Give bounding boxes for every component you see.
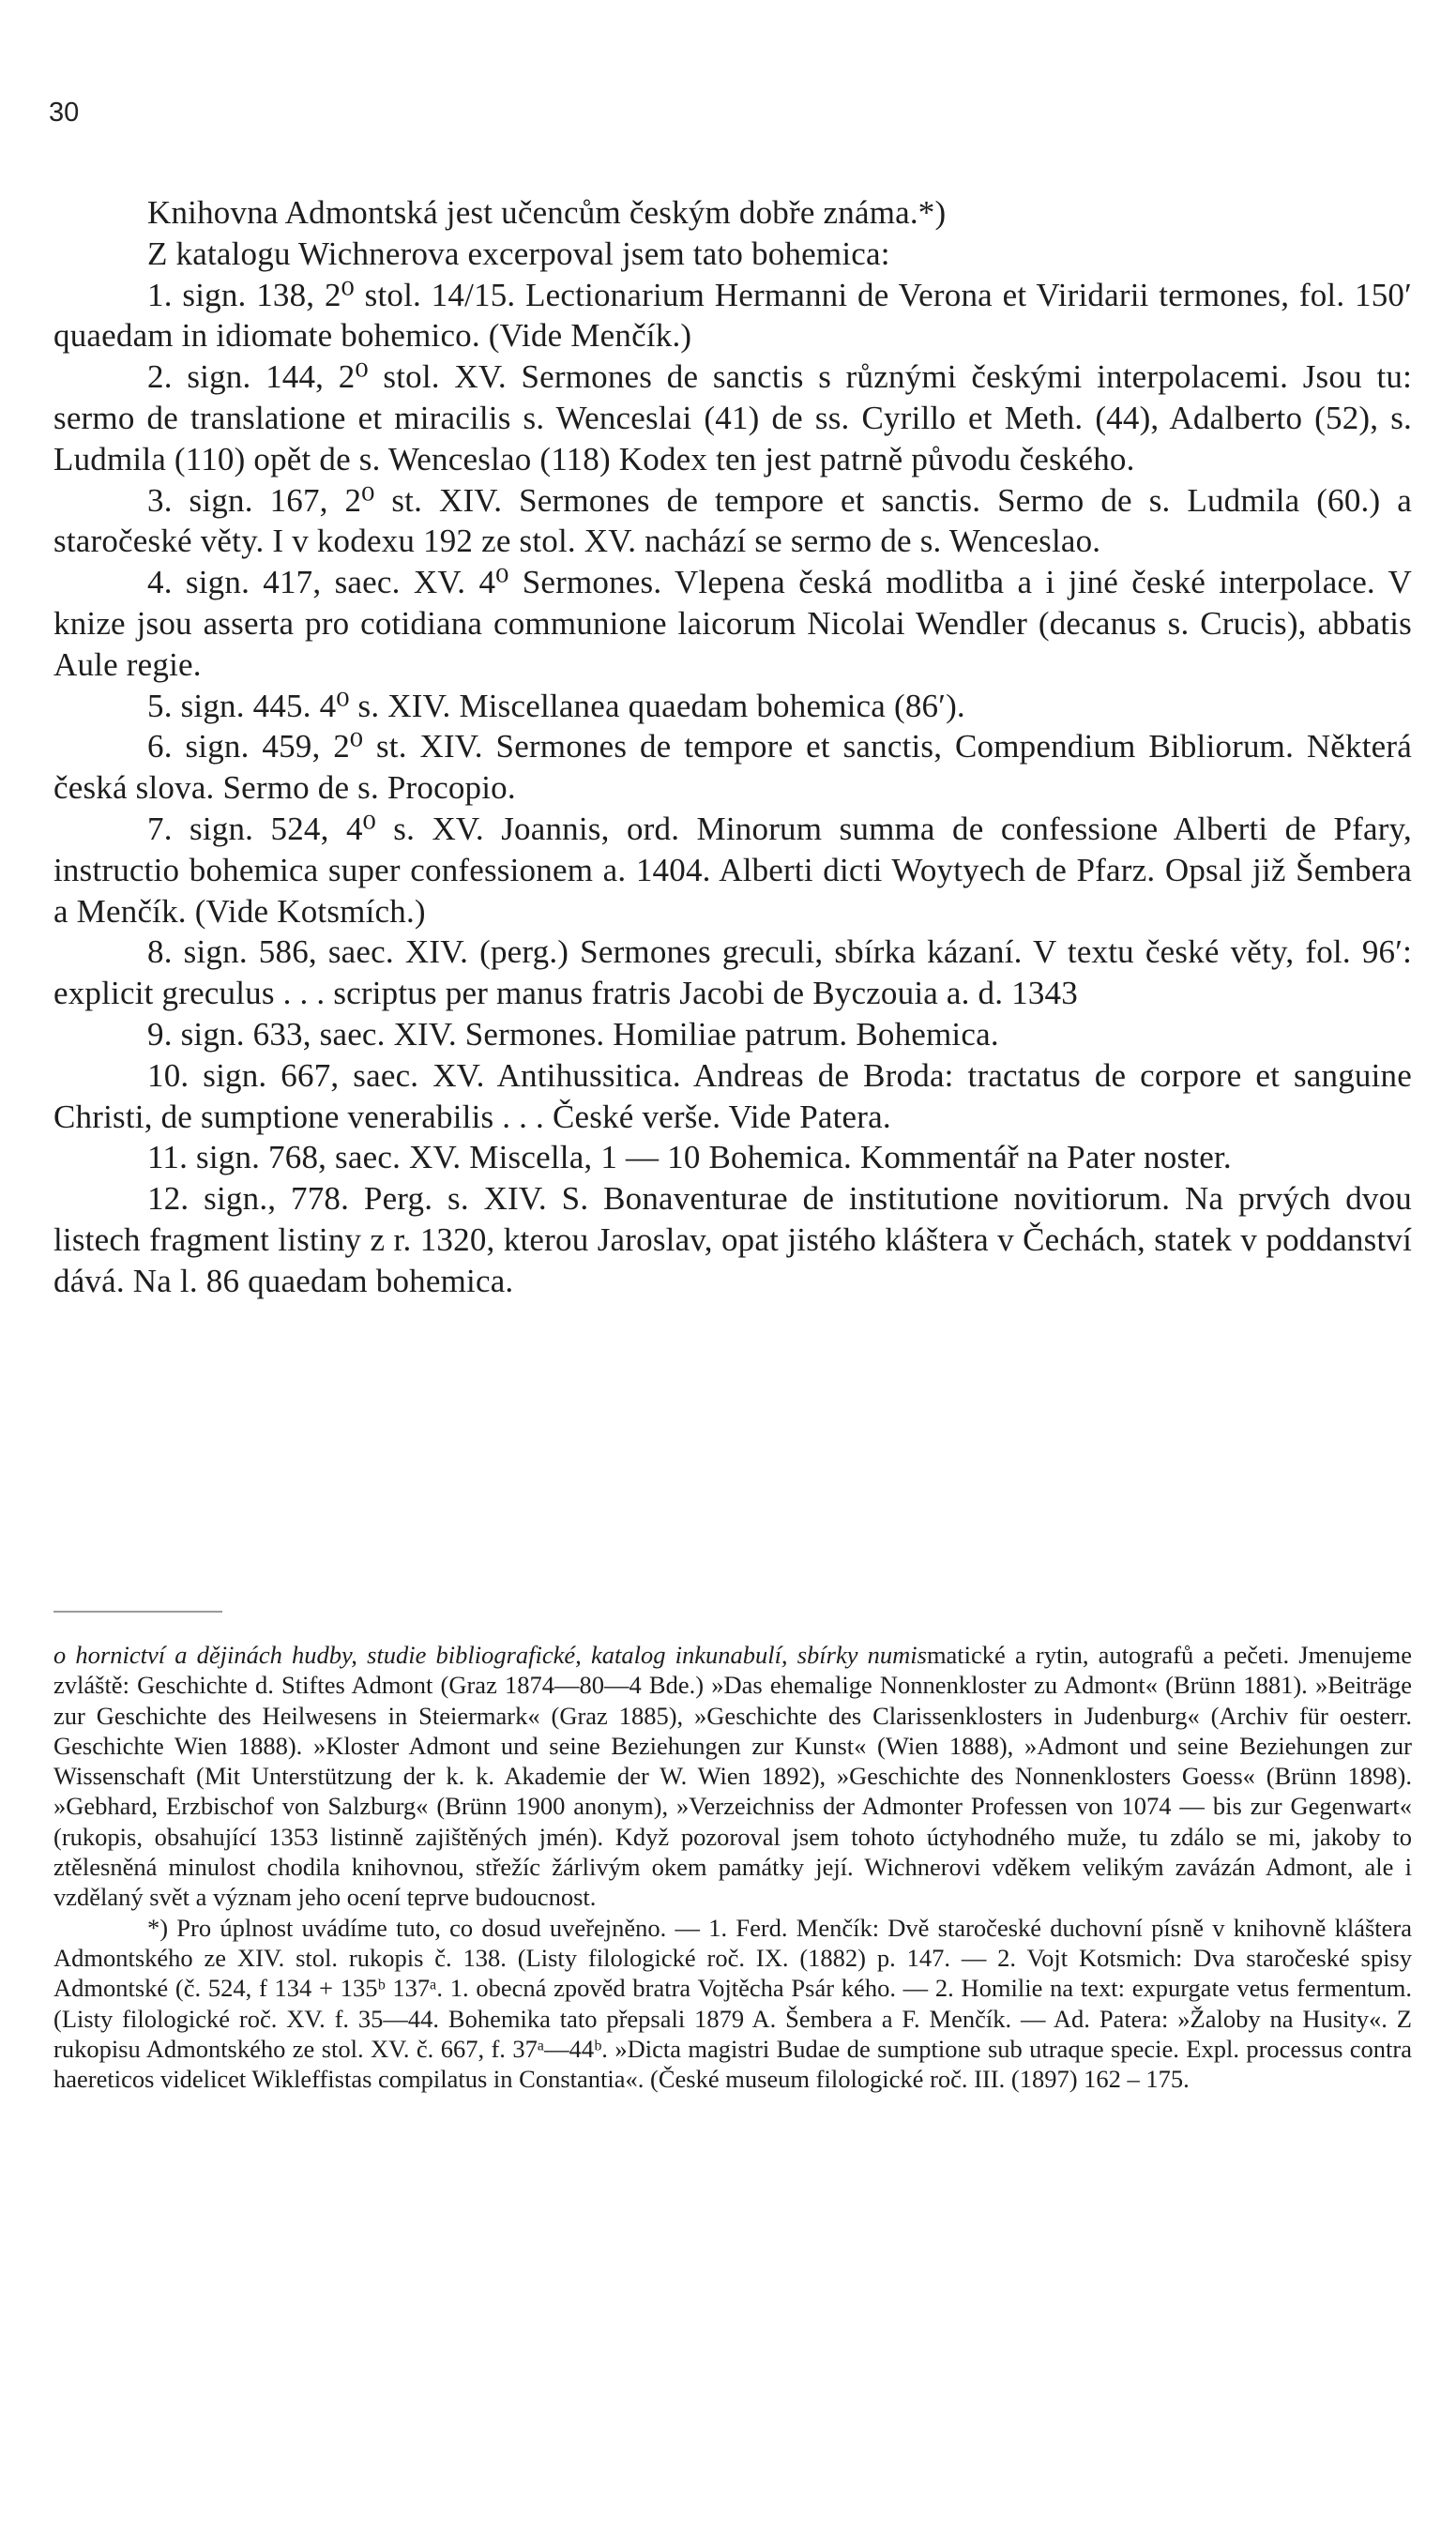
catalog-item: 10. sign. 667, saec. XV. Antihussitica. Andreas de Broda: tractatus de corpore et sanguine Christi, de sumptione venerabilis . . . České verše. Vide Patera. xyxy=(53,1056,1412,1135)
footnote-italic-fragment: o hornictví a dějinách hudby, studie bibliografické, katalog inkunabulí, sbírky numis xyxy=(53,1641,927,1669)
catalog-item: 2. sign. 144, 2⁰ stol. XV. Sermones de sanctis s různými českými interpolacemi. Jsou tu: sermo de translatione et miracilis s. Wenceslai (41) de ss. Cyrillo et Meth. (44), Adalberto (52), s. Ludmila (110) opět de s. Wenceslao (118) Kodex ten jest patrně původu českého. xyxy=(53,358,1412,477)
main-text xyxy=(53,192,1412,1302)
footnotes xyxy=(53,1640,1412,2094)
catalog-item: 9. sign. 633, saec. XIV. Sermones. Homiliae patrum. Bohemica. xyxy=(147,1015,999,1053)
catalog-item: 3. sign. 167, 2⁰ st. XIV. Sermones de tempore et sanctis. Sermo de s. Ludmila (60.) a staročeské věty. I v kodexu 192 ze stol. XV. nachází se sermo de s. Wenceslao. xyxy=(53,481,1412,560)
footnote-separator xyxy=(53,1611,222,1613)
catalog-item: 12. sign., 778. Perg. s. XIV. S. Bonaventurae de institutione novitiorum. Na prvých dvou listech fragment listiny z r. 1320, kterou Jaroslav, opat jistého kláštera v Čechách, statek v poddanství dává. Na l. 86 quaedam bohemica. xyxy=(53,1180,1412,1299)
footnote-star: *) Pro úplnost uvádíme tuto, co dosud uveřejněno. — 1. Ferd. Menčík: Dvě staročeské duchovní písně v knihovně kláštera Admontského ze XIV. stol. rukopis č. 138. (Listy filologické roč. IX. (1882) p. 147. — 2. Vojt Kotsmich: Dva staročeské spisy Admontské (č. 524, f 134 + 135ᵇ 137ᵃ. 1. obecná zpověd bratra Vojtěcha Psár kého. — 2. Homilie na text: expurgate vetus fermentum. (Listy filologické roč. XV. f. 35—44. Bohemika tato přepsali 1879 A. Šembera a F. Menčík. — Ad. Patera: »Žaloby na Husity«. Z rukopisu Admontského ze stol. XV. č. 667, f. 37ᵃ—44ᵇ. »Dicta magistri Budae de sumptione sub utraque specie. Expl. processus contra haereticos videlicet Wikleffistas compilatus in Constantia«. (České museum filologické roč. III. (1897) 162 – 175. xyxy=(53,1913,1412,2094)
catalog-item: 8. sign. 586, saec. XIV. (perg.) Sermones greculi, sbírka kázaní. V textu české věty, fol. 96′: explicit greculus . . . scriptus per manus fratris Jacobi de Byczouia a. d. 1343 xyxy=(53,933,1412,1012)
catalog-item: 7. sign. 524, 4⁰ s. XV. Joannis, ord. Minorum summa de confessione Alberti de Pfary, instructio bohemica super confessionem a. 1404. Alberti dicti Woytyech de Pfarz. Opsal již Šembera a Menčík. (Vide Kotsmích.) xyxy=(53,810,1412,930)
catalog-item: 4. sign. 417, saec. XV. 4⁰ Sermones. Vlepena česká modlitba a i jiné české interpolace. V knize jsou asserta pro cotidiana communione laicorum Nicolai Wendler (decanus s. Crucis), abbatis Aule regie. xyxy=(53,564,1412,683)
catalog-item: 11. sign. 768, saec. XV. Miscella, 1 — 10 Bohemica. Kommentář na Pater noster. xyxy=(147,1139,1232,1176)
catalog-item: 6. sign. 459, 2⁰ st. XIV. Sermones de tempore et sanctis, Compendium Bibliorum. Některá česká slova. Sermo de s. Procopio. xyxy=(53,728,1412,807)
catalog-item: 1. sign. 138, 2⁰ stol. 14/15. Lectionarium Hermanni de Verona et Viridarii termones, fol. 150′ quaedam in idiomate bohemico. (Vide Menčík.) xyxy=(53,276,1412,355)
footnote-continuation xyxy=(53,1640,1412,1913)
intro-paragraph: Knihovna Admontská jest učencům českým dobře známa.*) xyxy=(147,194,947,231)
intro-paragraph: Z katalogu Wichnerova excerpoval jsem tato bohemica: xyxy=(147,235,890,272)
catalog-item: 5. sign. 445. 4⁰ s. XIV. Miscellanea quaedam bohemica (86′). xyxy=(147,687,965,724)
page-number: 30 xyxy=(49,98,80,128)
footnote-text: matické a rytin, autografů a pečeti. Jmenujeme zvláště: Geschichte d. Stiftes Admont (Graz 1874—80—4 Bde.) »Das ehemalige Nonnenkloster zu Admont« (Brünn 1881). »Beiträge zur Geschichte des Heilwesens in Steiermark« (Graz 1885), »Geschichte des Clarissenklosters in Judenburg« (Archiv für oesterr. Geschichte Wien 1888). »Kloster Admont und seine Beziehungen zur Kunst« (Wien 1888), »Admont und seine Beziehungen zur Wissenschaft (Mit Unterstützung der k. k. Akademie der W. Wien 1892), »Geschichte des Nonnenklosters Goess« (Brünn 1898). »Gebhard, Erzbischof von Salzburg« (Brünn 1900 anonym), »Verzeichniss der Admonter Professen von 1074 — bis zur Gegenwart« (rukopis, obsahující 1353 listinně zajištěných jmén). Když pozoroval jsem tohoto úctyhodného muže, tu zdálo se mi, jakoby to ztělesněná minulost chodila knihovnou, střežíc žárlivým okem památky její. Wichnerovi vděkem velikým zavázán Admont, ale i vzdělaný svět a význam jeho ocení teprve budoucnost. xyxy=(53,1641,1412,1912)
